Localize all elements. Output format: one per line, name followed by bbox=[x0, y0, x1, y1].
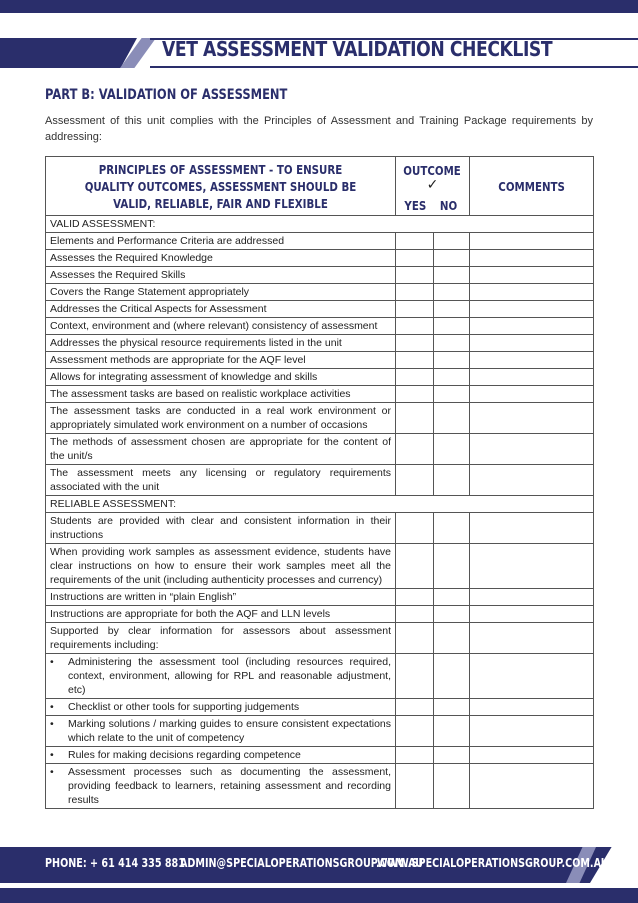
comments-cell[interactable] bbox=[470, 403, 594, 434]
no-checkbox-cell[interactable] bbox=[434, 403, 470, 434]
criterion-text: Addresses the Critical Aspects for Assessment bbox=[50, 303, 267, 315]
yes-checkbox-cell[interactable] bbox=[396, 352, 434, 369]
yes-checkbox-cell[interactable] bbox=[396, 465, 434, 496]
table-row bbox=[46, 513, 594, 544]
criterion-text: Context, environment and (where relevant) consistency of assessment bbox=[50, 320, 378, 332]
section-row bbox=[46, 496, 594, 513]
comments-cell[interactable] bbox=[470, 352, 594, 369]
section-label: VALID ASSESSMENT: bbox=[50, 218, 156, 230]
no-checkbox-cell[interactable] bbox=[434, 335, 470, 352]
footer-email[interactable]: ADMIN@SPECIALOPERATIONSGROUP.COM.AU bbox=[180, 856, 424, 870]
comments-cell[interactable] bbox=[470, 434, 594, 465]
yes-checkbox-cell[interactable] bbox=[396, 654, 434, 699]
yes-checkbox-cell[interactable] bbox=[396, 335, 434, 352]
footer-phone: PHONE: + 61 414 335 881 bbox=[45, 856, 185, 870]
criterion-text: Checklist or other tools for supporting judgements bbox=[68, 701, 300, 713]
table-row bbox=[46, 544, 594, 589]
comments-cell[interactable] bbox=[470, 233, 594, 250]
yes-checkbox-cell[interactable] bbox=[396, 369, 434, 386]
criterion-text: Marking solutions / marking guides to ensure consistent expectations which relate to the unit of competency bbox=[68, 718, 391, 744]
criterion-cell bbox=[46, 465, 396, 496]
table-row bbox=[46, 699, 594, 716]
criterion-cell bbox=[46, 233, 396, 250]
yes-checkbox-cell[interactable] bbox=[396, 318, 434, 335]
table-row bbox=[46, 386, 594, 403]
comments-cell[interactable] bbox=[470, 623, 594, 654]
comments-cell[interactable] bbox=[470, 386, 594, 403]
criterion-cell bbox=[46, 544, 396, 589]
criterion-text: Addresses the physical resource requirements listed in the unit bbox=[50, 337, 342, 349]
no-checkbox-cell[interactable] bbox=[434, 654, 470, 699]
criterion-cell bbox=[46, 386, 396, 403]
bullet-icon: • bbox=[50, 701, 54, 713]
no-checkbox-cell[interactable] bbox=[434, 250, 470, 267]
comments-cell[interactable] bbox=[470, 747, 594, 764]
table-row bbox=[46, 747, 594, 764]
criterion-text: Assesses the Required Skills bbox=[50, 269, 186, 281]
table-row bbox=[46, 250, 594, 267]
criterion-cell bbox=[46, 623, 396, 654]
criterion-cell bbox=[46, 318, 396, 335]
comments-header: COMMENTS bbox=[470, 157, 594, 216]
checkmark-icon: ✓ bbox=[426, 177, 439, 193]
criterion-text: The methods of assessment chosen are appropriate for the content of the unit/s bbox=[50, 436, 391, 462]
table-row bbox=[46, 623, 594, 654]
criterion-cell bbox=[46, 267, 396, 284]
bullet-icon: • bbox=[50, 656, 54, 668]
principles-header: PRINCIPLES OF ASSESSMENT - TO ENSURE QUALITY OUTCOMES, ASSESSMENT SHOULD BE VALID, RELIABLE, FAIR AND FLEXIBLE bbox=[46, 157, 396, 216]
comments-cell[interactable] bbox=[470, 544, 594, 589]
bullet-icon: • bbox=[50, 718, 54, 730]
footer-website[interactable]: WWW.SPECIALOPERATIONSGROUP.COM.AU bbox=[377, 856, 609, 870]
table-row bbox=[46, 654, 594, 699]
criterion-text: Covers the Range Statement appropriately bbox=[50, 286, 250, 298]
validation-checklist-table bbox=[45, 156, 594, 809]
no-checkbox-cell[interactable] bbox=[434, 318, 470, 335]
no-checkbox-cell[interactable] bbox=[434, 434, 470, 465]
criterion-cell bbox=[46, 250, 396, 267]
bullet-icon: • bbox=[50, 749, 54, 761]
no-checkbox-cell[interactable] bbox=[434, 716, 470, 747]
yes-checkbox-cell[interactable] bbox=[396, 764, 434, 809]
yes-checkbox-cell[interactable] bbox=[396, 233, 434, 250]
table-row bbox=[46, 606, 594, 623]
table-row bbox=[46, 267, 594, 284]
yes-checkbox-cell[interactable] bbox=[396, 606, 434, 623]
table-row bbox=[46, 403, 594, 434]
criterion-cell bbox=[46, 335, 396, 352]
table-row bbox=[46, 301, 594, 318]
table-row bbox=[46, 434, 594, 465]
table-row bbox=[46, 369, 594, 386]
criterion-text: Supported by clear information for assessors about assessment requirements including: bbox=[50, 625, 391, 651]
table-row bbox=[46, 465, 594, 496]
criterion-text: Allows for integrating assessment of knowledge and skills bbox=[50, 371, 318, 383]
comments-cell[interactable] bbox=[470, 318, 594, 335]
section-title: PART B: VALIDATION OF ASSESSMENT bbox=[45, 87, 288, 103]
table-row bbox=[46, 352, 594, 369]
criterion-cell bbox=[46, 716, 396, 747]
criterion-text: Rules for making decisions regarding competence bbox=[68, 749, 301, 761]
no-checkbox-cell[interactable] bbox=[434, 233, 470, 250]
yes-checkbox-cell[interactable] bbox=[396, 747, 434, 764]
comments-cell[interactable] bbox=[470, 589, 594, 606]
yes-checkbox-cell[interactable] bbox=[396, 589, 434, 606]
criterion-text: Assessment processes such as documenting the assessment, providing feedback to learners, retaining assessment and recording results bbox=[68, 766, 391, 806]
criterion-cell bbox=[46, 699, 396, 716]
comments-cell[interactable] bbox=[470, 267, 594, 284]
criterion-cell bbox=[46, 606, 396, 623]
criterion-cell bbox=[46, 589, 396, 606]
no-checkbox-cell[interactable] bbox=[434, 623, 470, 654]
criterion-text: The assessment tasks are based on realistic workplace activities bbox=[50, 388, 351, 400]
no-checkbox-cell[interactable] bbox=[434, 386, 470, 403]
comments-cell[interactable] bbox=[470, 764, 594, 809]
criterion-cell bbox=[46, 216, 594, 233]
comments-cell[interactable] bbox=[470, 465, 594, 496]
comments-cell[interactable] bbox=[470, 699, 594, 716]
yes-checkbox-cell[interactable] bbox=[396, 267, 434, 284]
comments-cell[interactable] bbox=[470, 513, 594, 544]
criterion-cell bbox=[46, 403, 396, 434]
yes-checkbox-cell[interactable] bbox=[396, 403, 434, 434]
no-checkbox-cell[interactable] bbox=[434, 747, 470, 764]
criterion-text: Assessment methods are appropriate for the AQF level bbox=[50, 354, 306, 366]
no-checkbox-cell[interactable] bbox=[434, 513, 470, 544]
criterion-cell bbox=[46, 496, 594, 513]
table-row bbox=[46, 716, 594, 747]
criterion-cell bbox=[46, 654, 396, 699]
yes-label: YES bbox=[404, 198, 427, 213]
document-title: VET ASSESSMENT VALIDATION CHECKLIST bbox=[162, 37, 553, 61]
table-row bbox=[46, 335, 594, 352]
criterion-text: Elements and Performance Criteria are addressed bbox=[50, 235, 285, 247]
yes-checkbox-cell[interactable] bbox=[396, 301, 434, 318]
yes-checkbox-cell[interactable] bbox=[396, 623, 434, 654]
no-checkbox-cell[interactable] bbox=[434, 267, 470, 284]
criterion-cell bbox=[46, 369, 396, 386]
no-checkbox-cell[interactable] bbox=[434, 544, 470, 589]
table-row bbox=[46, 589, 594, 606]
no-checkbox-cell[interactable] bbox=[434, 284, 470, 301]
criterion-cell bbox=[46, 434, 396, 465]
criterion-text: The assessment tasks are conducted in a real work environment or appropriately simulated work environment on a number of occasions bbox=[50, 405, 391, 431]
yes-checkbox-cell[interactable] bbox=[396, 513, 434, 544]
criterion-text: Instructions are appropriate for both the AQF and LLN levels bbox=[50, 608, 331, 620]
yes-checkbox-cell[interactable] bbox=[396, 284, 434, 301]
criterion-text: The assessment meets any licensing or regulatory requirements associated with the unit bbox=[50, 467, 391, 493]
comments-cell[interactable] bbox=[470, 335, 594, 352]
no-checkbox-cell[interactable] bbox=[434, 606, 470, 623]
yes-checkbox-cell[interactable] bbox=[396, 434, 434, 465]
criterion-cell bbox=[46, 764, 396, 809]
no-checkbox-cell[interactable] bbox=[434, 301, 470, 318]
section-row bbox=[46, 216, 594, 233]
criterion-text: Administering the assessment tool (including resources required, context, environment, allowing for RPL and reasonable adjustment, etc) bbox=[68, 656, 391, 696]
table-row bbox=[46, 284, 594, 301]
bottom-decorative-bar bbox=[0, 888, 638, 903]
no-checkbox-cell[interactable] bbox=[434, 352, 470, 369]
no-checkbox-cell[interactable] bbox=[434, 465, 470, 496]
no-checkbox-cell[interactable] bbox=[434, 699, 470, 716]
title-band-block bbox=[0, 38, 137, 68]
yes-checkbox-cell[interactable] bbox=[396, 250, 434, 267]
table-row bbox=[46, 764, 594, 809]
criterion-cell bbox=[46, 284, 396, 301]
outcome-header: OUTCOME ✓ YES NO bbox=[396, 157, 470, 216]
comments-cell[interactable] bbox=[470, 284, 594, 301]
table-row bbox=[46, 233, 594, 250]
criterion-text: Instructions are written in “plain English” bbox=[50, 591, 237, 603]
comments-cell[interactable] bbox=[470, 654, 594, 699]
criterion-cell bbox=[46, 301, 396, 318]
top-decorative-bar bbox=[0, 0, 638, 13]
criterion-text: Students are provided with clear and consistent information in their instructions bbox=[50, 515, 391, 541]
criterion-text: Assesses the Required Knowledge bbox=[50, 252, 213, 264]
comments-cell[interactable] bbox=[470, 301, 594, 318]
no-checkbox-cell[interactable] bbox=[434, 369, 470, 386]
no-checkbox-cell[interactable] bbox=[434, 589, 470, 606]
comments-cell[interactable] bbox=[470, 716, 594, 747]
table-header-row bbox=[46, 157, 594, 216]
yes-checkbox-cell[interactable] bbox=[396, 716, 434, 747]
section-label: RELIABLE ASSESSMENT: bbox=[50, 498, 177, 510]
criterion-cell bbox=[46, 513, 396, 544]
comments-cell[interactable] bbox=[470, 250, 594, 267]
criterion-text: When providing work samples as assessment evidence, students have clear instructions on how to ensure their work samples meet all the requirements of the unit (including authenticity processes and currency) bbox=[50, 546, 391, 586]
intro-paragraph: Assessment of this unit complies with the Principles of Assessment and Training Package requirements by addressing: bbox=[45, 115, 593, 143]
comments-cell[interactable] bbox=[470, 369, 594, 386]
no-label: NO bbox=[439, 198, 458, 213]
criterion-cell bbox=[46, 352, 396, 369]
table-row bbox=[46, 318, 594, 335]
yes-checkbox-cell[interactable] bbox=[396, 544, 434, 589]
yes-checkbox-cell[interactable] bbox=[396, 386, 434, 403]
bullet-icon: • bbox=[50, 766, 54, 778]
no-checkbox-cell[interactable] bbox=[434, 764, 470, 809]
yes-checkbox-cell[interactable] bbox=[396, 699, 434, 716]
comments-cell[interactable] bbox=[470, 606, 594, 623]
criterion-cell bbox=[46, 747, 396, 764]
